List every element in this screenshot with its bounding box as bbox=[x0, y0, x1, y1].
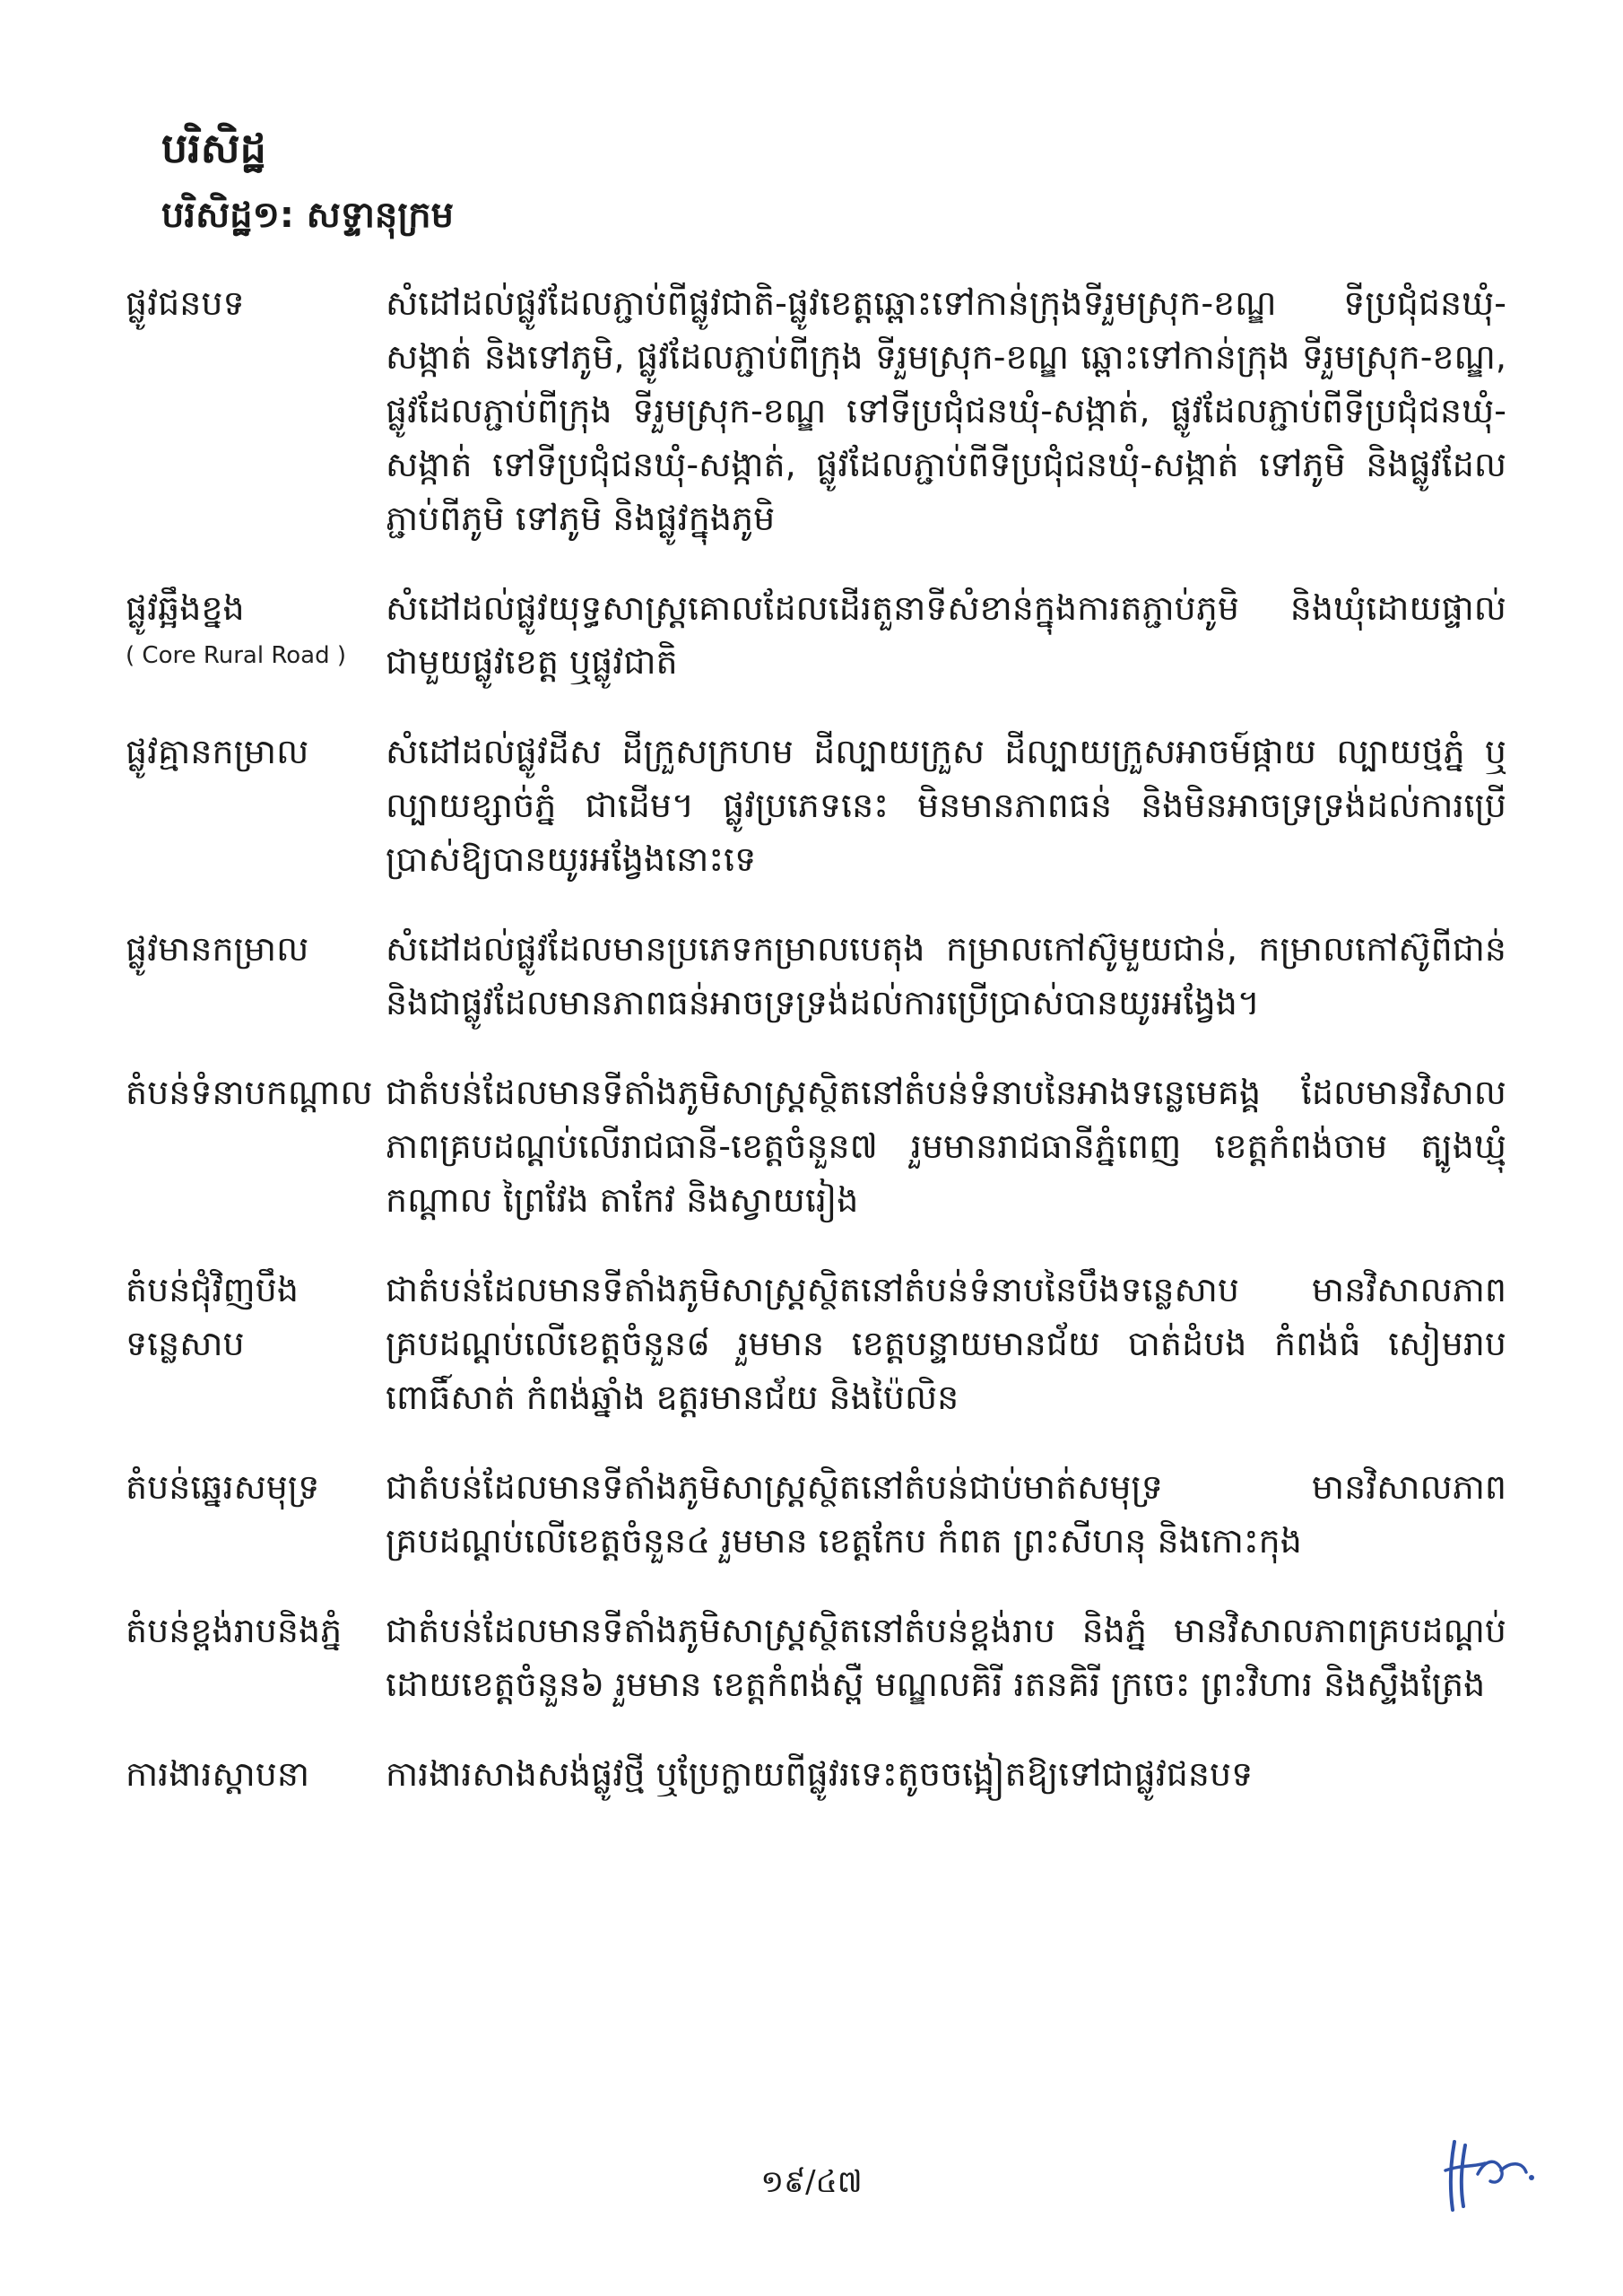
glossary-term: តំបន់ទំនាបកណ្តាល bbox=[126, 1073, 373, 1112]
glossary-definition: សំដៅដល់ផ្លូវដែលមានប្រភេទកម្រាលបេតុង កម្រាលកៅស៊ូមួយជាន់, កម្រាលកៅស៊ូពីជាន់ និងជាផ្លូវដែលមានភាពធន់អាចទ្រទ្រង់ដល់ការប្រើប្រាស់បានយូរអង្វែង។ bbox=[386, 929, 1506, 1022]
appendix-heading: បរិសិដ្ឋ bbox=[161, 124, 266, 172]
page-number: ១៩/៤៧ bbox=[760, 2164, 863, 2200]
appendix-subheading: បរិសិដ្ឋ១: សទ្ទានុក្រម bbox=[161, 195, 455, 236]
glossary-definition: សំដៅដល់ផ្លូវដីស ដីក្រួសក្រហម ដីល្បាយក្រួស ដីល្បាយក្រួសអាចម៍ផ្កាយ ល្បាយថ្មភ្នំ ឬល្បាយខ្សាច់ភ្នំ ជាដើម។ ផ្លូវប្រភេទនេះ មិនមានភាពធន់ និងមិនអាចទ្រទ្រង់ដល់ការប្រើប្រាស់ឱ្យបានយូរអង្វែងនោះទេ bbox=[386, 732, 1506, 879]
glossary-entry bbox=[126, 1604, 1506, 1711]
term-column bbox=[126, 1263, 386, 1370]
glossary-term: តំបន់ឆ្នេរសមុទ្រ bbox=[126, 1467, 320, 1507]
glossary-entry bbox=[126, 276, 1506, 545]
term-column bbox=[126, 922, 386, 976]
glossary-entry bbox=[126, 581, 1506, 689]
glossary-entry bbox=[126, 922, 1506, 1030]
glossary-definition: ការងារសាងសង់ផ្លូវថ្មី ឬប្រែក្លាយពីផ្លូវរទេះតូចចង្អៀតឱ្យទៅជាផ្លូវជនបទ bbox=[386, 1754, 1254, 1794]
glossary-definition: ជាតំបន់ដែលមានទីតាំងភូមិសាស្ត្រស្ថិតនៅតំបន់ទំនាបនៃអាងទន្លេមេគង្គ ដែលមានវិសាលភាពគ្របដណ្តប់លើរាជធានី-ខេត្តចំនួន៧ រួមមានរាជធានីភ្នំពេញ ខេត្តកំពង់ចាម ត្បូងឃ្មុំ កណ្តាល ព្រៃវែង តាកែវ និងស្វាយរៀង bbox=[386, 1073, 1506, 1220]
glossary-entry bbox=[126, 1263, 1506, 1424]
glossary-term: ការងារស្តាបនា bbox=[126, 1754, 310, 1794]
glossary bbox=[126, 276, 1506, 1837]
glossary-definition: សំដៅដល់ផ្លូវដែលភ្ជាប់ពីផ្លូវជាតិ-ផ្លូវខេត្តឆ្ពោះទៅកាន់ក្រុងទីរួមស្រុក-ខណ្ឌ ទីប្រជុំជនឃុំ-សង្កាត់ និងទៅភូមិ, ផ្លូវដែលភ្ជាប់ពីក្រុង ទីរួមស្រុក-ខណ្ឌ ឆ្ពោះទៅកាន់ក្រុង ទីរួមស្រុក-ខណ្ឌ, ផ្លូវដែលភ្ជាប់ពីក្រុង ទីរួមស្រុក-ខណ្ឌ ទៅទីប្រជុំជនឃុំ-សង្កាត់, ផ្លូវដែលភ្ជាប់ពីទីប្រជុំជនឃុំ-សង្កាត់ ទៅទីប្រជុំជនឃុំ-សង្កាត់, ផ្លូវដែលភ្ជាប់ពីទីប្រជុំជនឃុំ-សង្កាត់ ទៅភូមិ និងផ្លូវដែលភ្ជាប់ពីភូមិ ទៅភូមិ និងផ្លូវក្នុងភូមិ bbox=[386, 283, 1506, 538]
handwritten-initials-icon bbox=[1438, 2135, 1537, 2215]
glossary-entry bbox=[126, 1460, 1506, 1568]
term-column bbox=[126, 1460, 386, 1514]
term-column bbox=[126, 276, 386, 330]
term-column bbox=[126, 725, 386, 778]
term-column bbox=[126, 1747, 386, 1801]
glossary-definition: ជាតំបន់ដែលមានទីតាំងភូមិសាស្ត្រស្ថិតនៅតំបន់ខ្ពង់រាប និងភ្នំ មានវិសាលភាពគ្របដណ្តប់ដោយខេត្តចំនួន៦ រួមមាន ខេត្តកំពង់ស្ពឺ មណ្ឌលគិរី រតនគិរី ក្រចេះ ព្រះវិហារ និងស្ទឹងត្រែង bbox=[386, 1611, 1506, 1704]
glossary-definition: ជាតំបន់ដែលមានទីតាំងភូមិសាស្ត្រស្ថិតនៅតំបន់ទំនាបនៃបឹងទន្លេសាប មានវិសាលភាពគ្របដណ្តប់លើខេត្តចំនួន៨ រួមមាន ខេត្តបន្ទាយមានជ័យ បាត់ដំបង កំពង់ធំ សៀមរាប ពោធិ៍សាត់ កំពង់ឆ្នាំង ឧត្តរមានជ័យ និងប៉ៃលិន bbox=[386, 1270, 1506, 1417]
glossary-term-english: ( Core Rural Road ) bbox=[126, 642, 346, 669]
glossary-term: ផ្លូវជនបទ bbox=[126, 283, 245, 323]
glossary-term: ផ្លូវមានកម្រាល bbox=[126, 929, 309, 969]
glossary-term: តំបន់ជុំវិញបឹងទន្លេសាប bbox=[126, 1270, 299, 1363]
term-column bbox=[126, 1065, 386, 1119]
glossary-entry bbox=[126, 1065, 1506, 1227]
glossary-definition: ជាតំបន់ដែលមានទីតាំងភូមិសាស្ត្រស្ថិតនៅតំបន់ជាប់មាត់សមុទ្រ មានវិសាលភាពគ្របដណ្តប់លើខេត្តចំនួន៤ រួមមាន ខេត្តកែប កំពត ព្រះសីហនុ និងកោះកុង bbox=[386, 1467, 1506, 1561]
glossary-term: ផ្លូវឆ្អឹងខ្នង bbox=[126, 588, 245, 628]
glossary-term: តំបន់ខ្ពង់រាបនិងភ្នំ bbox=[126, 1611, 343, 1650]
glossary-entry bbox=[126, 725, 1506, 886]
term-column bbox=[126, 581, 386, 676]
glossary-definition: សំដៅដល់ផ្លូវយុទ្ធសាស្ត្រគោលដែលដើរតួនាទីសំខាន់ក្នុងការតភ្ជាប់ភូមិ និងឃុំដោយផ្ទាល់ជាមួយផ្លូវខេត្ត ឬផ្លូវជាតិ bbox=[386, 588, 1506, 682]
glossary-term: ផ្លូវគ្មានកម្រាល bbox=[126, 732, 309, 771]
glossary-entry bbox=[126, 1747, 1506, 1801]
term-column bbox=[126, 1604, 386, 1657]
